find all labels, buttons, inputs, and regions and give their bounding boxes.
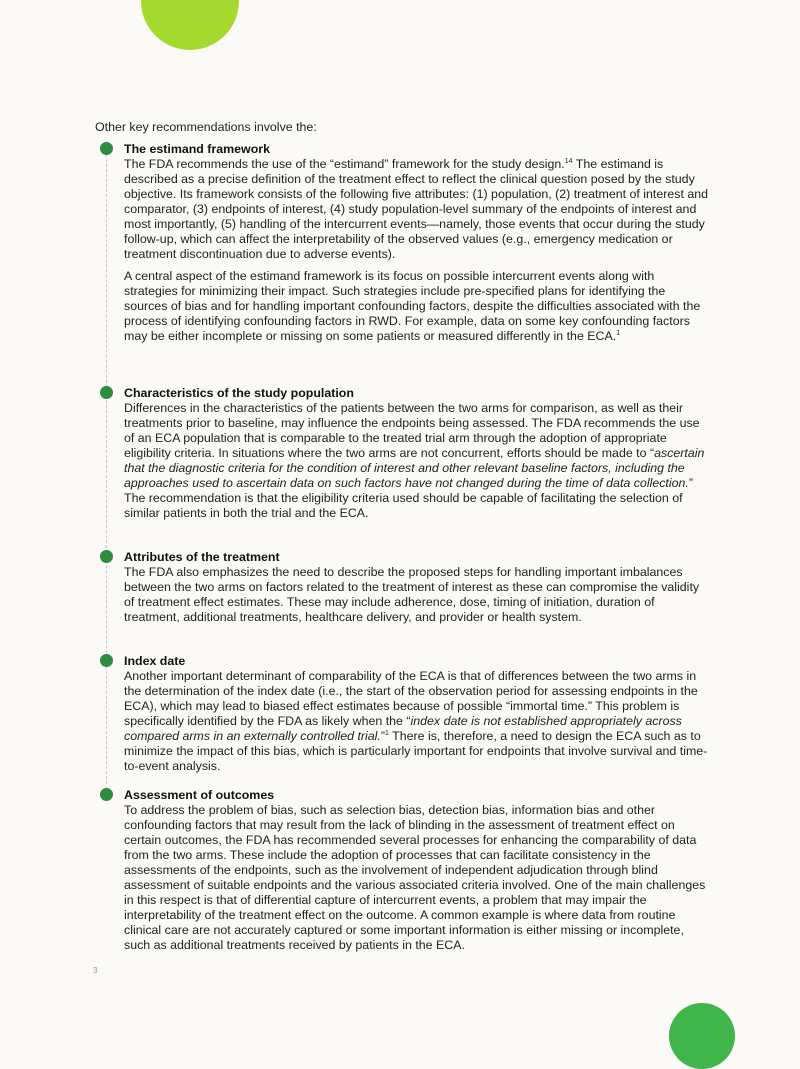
section-paragraph: To address the problem of bias, such as selection bias, detection bias, information bias and other confounding factors that may result from the lack of blinding in the assessment of treatment effect on certain outcomes, the FDA has recommended several processes for enhancing the comparability of data from the two arms. These include the adoption of processes that can facilitate consistency in the assessments of the endpoints, such as the involvement of independent adjudication through blind assessment of suitable endpoints and the various associated criteria involved. One of the main challenges in this respect is that of differential capture of intercurrent events, a problem that may impair the interpretability of the treatment effect on the outcome. A common example is where data from routine clinical care are not accurately captured or some important information is either missing or incomplete, such as additional treatments received by patients in the ECA. <box>124 803 706 952</box>
text-run: The estimand is described as a precise definition of the treatment effect to reflect the clinical question posed by the study objective. Its framework consists of the following five attributes: (1) population, (2) treatment of interest and comparator, (3) endpoints of interest, (4) study population-level summary of the endpoints of interest and most importantly, (5) handling of the intercurrent events—namely, those events that occur during the study follow-up, which can affect the interpretability of the observed values (e.g., emergency medication or treatment discontinuation due to adverse events). <box>124 157 709 261</box>
bullet-dot <box>100 142 113 155</box>
page-number: 3 <box>93 966 98 975</box>
section-estimand-framework <box>124 142 708 344</box>
text-run: A central aspect of the estimand framework is its focus on possible intercurrent events along with strategies for minimizing their impact. Such strategies include pre-specified plans for identifying the sources of bias and for handling important confounding factors, despite the difficulties associated with the process of identifying confounding factors in RWD. For example, data on some key confounding factors may be either incomplete or missing on some patients or measured differently in the ECA. <box>124 269 701 343</box>
footnote-ref: 1 <box>616 329 621 337</box>
section-study-population <box>124 386 708 521</box>
section-paragraph <box>124 157 708 262</box>
section-paragraph: The FDA also emphasizes the need to describe the proposed steps for handling important imbalances between the two arms on factors related to the treatment of interest as these can compromise the validity of treatment effect estimates. These may include adherence, dose, timing of initiation, duration of treatment, additional treatments, healthcare delivery, and provider or health system. <box>124 565 700 624</box>
timeline-dashed-line <box>106 149 107 789</box>
section-heading: The estimand framework <box>124 142 270 156</box>
bullet-dot <box>100 550 113 563</box>
section-treatment-attributes <box>124 550 708 625</box>
decorative-circle-top <box>141 0 239 50</box>
section-paragraph <box>124 401 708 521</box>
text-run: Differences in the characteristics of the patients between the two arms for comparison, as well as their treatments prior to baseline, may influence the endpoints being assessed. The FDA recommends the use of an ECA population that is comparable to the treated trial arm through the adoption of appropriate eligibility criteria. In situations where the two arms are not concurrent, efforts should be made to “ <box>124 401 700 460</box>
text-run: There is, therefore, a need to design the ECA such as to minimize the impact of this bias, which is particularly important for endpoints that involve survival and time-to-event analysis. <box>124 729 708 773</box>
bullet-dot <box>100 788 113 801</box>
section-paragraph <box>124 669 708 774</box>
section-heading: Assessment of outcomes <box>124 788 275 802</box>
section-paragraph <box>124 269 708 344</box>
section-heading: Characteristics of the study population <box>124 386 354 400</box>
footnote-ref: 1 <box>385 729 389 737</box>
text-run: Another important determinant of comparability of the ECA is that of differences between the two arms in the determination of the index date (i.e., the start of the observation period for assessing endpoints in the ECA), which may lead to biased effect estimates because of possible “immortal time.” This problem is specifically identified by the FDA as likely when the “ <box>124 669 698 728</box>
section-heading: Index date <box>124 654 186 668</box>
decorative-circle-bottom <box>669 1003 735 1069</box>
text-run: The FDA recommends the use of the “estimand” framework for the study design. <box>124 157 565 171</box>
section-assessment-outcomes <box>124 788 708 953</box>
text-run: ” <box>380 729 386 743</box>
bullet-dot <box>100 654 113 667</box>
quoted-text: index date is not established appropriately across compared arms in an externally controlled trial. <box>124 714 682 743</box>
section-index-date <box>124 654 708 774</box>
footnote-ref: 14 <box>564 157 573 165</box>
text-run: ” The recommendation is that the eligibility criteria used should be capable of facilitating the selection of similar patients in both the trial and the ECA. <box>124 476 693 520</box>
section-heading: Attributes of the treatment <box>124 550 280 564</box>
quoted-text: ascertain that the diagnostic criteria for the condition of interest and other relevant baseline factors, including the approaches used to ascertain data on such factors have not changed during the time of data collection. <box>124 446 705 490</box>
intro-text: Other key recommendations involve the: <box>95 120 317 134</box>
bullet-dot <box>100 386 113 399</box>
